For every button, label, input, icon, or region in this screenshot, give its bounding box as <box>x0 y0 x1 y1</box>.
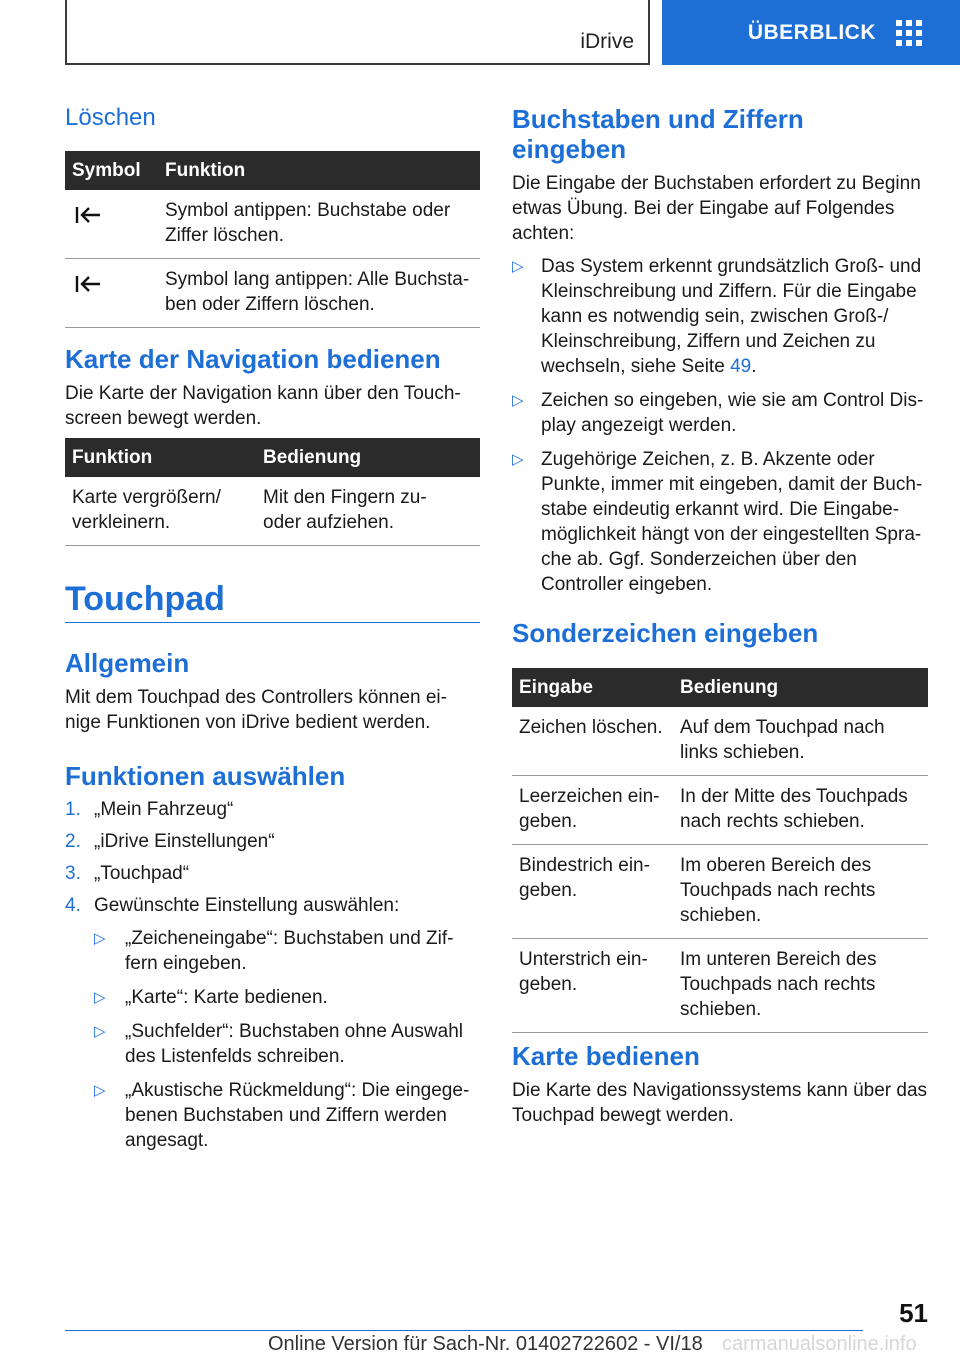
buchstaben-text: Die Eingabe der Buchstaben erfordert zu Beginn etwas Übung. Bei der Eingabe auf Folgendes achten: <box>512 173 921 244</box>
bullet-triangle-icon: ▷ <box>512 451 524 468</box>
table-header-cell: Bedienung <box>256 438 480 477</box>
heading-rule <box>65 622 480 623</box>
table-header-cell: Funktion <box>65 438 256 477</box>
table-cell: Auf dem Touchpad nach links schieben. <box>673 707 928 776</box>
table-cell: Zeichen löschen. <box>512 707 673 776</box>
table-row <box>512 776 928 845</box>
table-cell: Im oberen Bereich des Touchpads nach rechts schieben. <box>673 845 928 939</box>
footer-rule <box>65 1330 863 1331</box>
list-item: ▷ „Karte“: Karte bedienen. <box>94 987 328 1008</box>
table-header-cell: Funktion <box>158 151 480 190</box>
sonderzeichen-heading: Sonderzeichen eingeben <box>512 618 819 648</box>
karte-nav-text: Die Karte der Navigation kann über den Touch‐ screen bewegt werden. <box>65 383 461 429</box>
bullet-triangle-icon: ▷ <box>94 1023 106 1040</box>
list-item: ▷ Zeichen so eingeben, wie sie am Control Dis‐ play angezeigt werden. <box>512 390 924 436</box>
table-header-cell: Symbol <box>65 151 158 190</box>
header-section-label: iDrive <box>580 30 634 53</box>
header-section-box <box>65 0 650 65</box>
list-item: 4. Gewünschte Einstellung auswählen: <box>65 895 400 916</box>
table-header-cell: Eingabe <box>512 668 673 707</box>
karte-nav-heading: Karte der Navigation bedienen <box>65 344 441 374</box>
loeschen-heading: Löschen <box>65 104 156 131</box>
table-row <box>65 259 480 328</box>
table-cell: Bindestrich ein‐ geben. <box>512 845 673 939</box>
table-cell: Symbol lang antippen: Alle Buchsta‐ ben oder Ziffern löschen. <box>158 259 480 328</box>
backspace-icon <box>72 273 102 295</box>
table-row <box>512 845 928 939</box>
buchstaben-heading: Buchstaben und Ziffern eingeben <box>512 104 804 164</box>
steps-list <box>65 797 480 918</box>
header-chapter-label: ÜBERBLICK <box>747 20 876 44</box>
bullet-triangle-icon: ▷ <box>512 392 524 409</box>
header-chapter-tab[interactable] <box>662 0 960 65</box>
overview-grid-icon <box>896 20 922 46</box>
page-link[interactable]: 49 <box>730 356 752 377</box>
table-cell: Unterstrich ein‐ geben. <box>512 939 673 1033</box>
table-row <box>512 939 928 1033</box>
allgemein-heading: Allgemein <box>65 648 190 678</box>
watermark-text: carmanualsonline.info <box>722 1333 917 1355</box>
allgemein-text: Mit dem Touchpad des Controllers können ei‐ nige Funktionen von iDrive bedient werden. <box>65 687 447 733</box>
loeschen-table <box>65 151 480 328</box>
list-item: ▷ Zugehörige Zeichen, z. B. Akzente oder Punkte, immer mit eingeben, damit der Buch‐ stabe eindeutig erkannt wird. Die Eingabe‐ möglichkeit hängt von der eingestellten Spra‐ che ab. Ggf. Sonderzeichen über den Controller eingeben. <box>512 449 923 595</box>
karte-bedienen-text: Die Karte des Navigationssystems kann über das Touchpad bewegt werden. <box>512 1080 928 1126</box>
bullet-triangle-icon: ▷ <box>512 258 524 275</box>
list-item: 2. „iDrive Einstellungen“ <box>65 831 275 852</box>
karte-nav-table <box>65 438 480 546</box>
table-header-cell: Bedienung <box>673 668 928 707</box>
touchpad-heading: Touchpad <box>65 580 225 618</box>
page-number: 51 <box>899 1298 928 1328</box>
table-cell: Mit den Fingern zu- oder aufziehen. <box>256 477 480 546</box>
table-cell: Leerzeichen ein‐ geben. <box>512 776 673 845</box>
settings-sublist <box>65 926 480 1153</box>
list-item: 3. „Touchpad“ <box>65 863 190 884</box>
table-row <box>512 707 928 776</box>
karte-bedienen-heading: Karte bedienen <box>512 1041 700 1071</box>
list-item: ▷ Das System erkennt grundsätzlich Groß- und Kleinschreibung und Ziffern. Für die Eingabe kann es notwendig sein, zwischen Groß-/ Kleinschreibung, Ziffern und Zeichen zu wechseln, siehe Seite 49. <box>512 256 922 377</box>
list-item: 1. „Mein Fahrzeug“ <box>65 799 234 820</box>
bullet-triangle-icon: ▷ <box>94 989 106 1006</box>
table-cell: Im unteren Bereich des Touchpads nach rechts schieben. <box>673 939 928 1033</box>
bullet-triangle-icon: ▷ <box>94 1082 106 1099</box>
buchstaben-bullets <box>512 254 928 597</box>
table-cell: Karte vergrößern/ verkleinern. <box>65 477 256 546</box>
bullet-triangle-icon: ▷ <box>94 930 106 947</box>
sonderzeichen-table <box>512 668 928 1033</box>
list-item: ▷ „Suchfelder“: Buchstaben ohne Auswahl des Listenfelds schreiben. <box>94 1021 463 1067</box>
table-row <box>65 190 480 259</box>
backspace-icon <box>72 204 102 226</box>
footer-version-text: Online Version für Sach-Nr. 01402722602 - VI/18 <box>268 1333 703 1355</box>
list-item: ▷ „Akustische Rückmeldung“: Die eingege‐ benen Buchstaben und Ziffern werden angesagt. <box>94 1080 470 1151</box>
funktionen-heading: Funktionen auswählen <box>65 761 346 791</box>
table-cell: In der Mitte des Touchpads nach rechts schieben. <box>673 776 928 845</box>
list-item: ▷ „Zeicheneingabe“: Buchstaben und Zif‐ fern eingeben. <box>94 928 454 974</box>
table-cell: Symbol antippen: Buchstabe oder Ziffer löschen. <box>158 190 480 259</box>
table-row <box>65 477 480 546</box>
